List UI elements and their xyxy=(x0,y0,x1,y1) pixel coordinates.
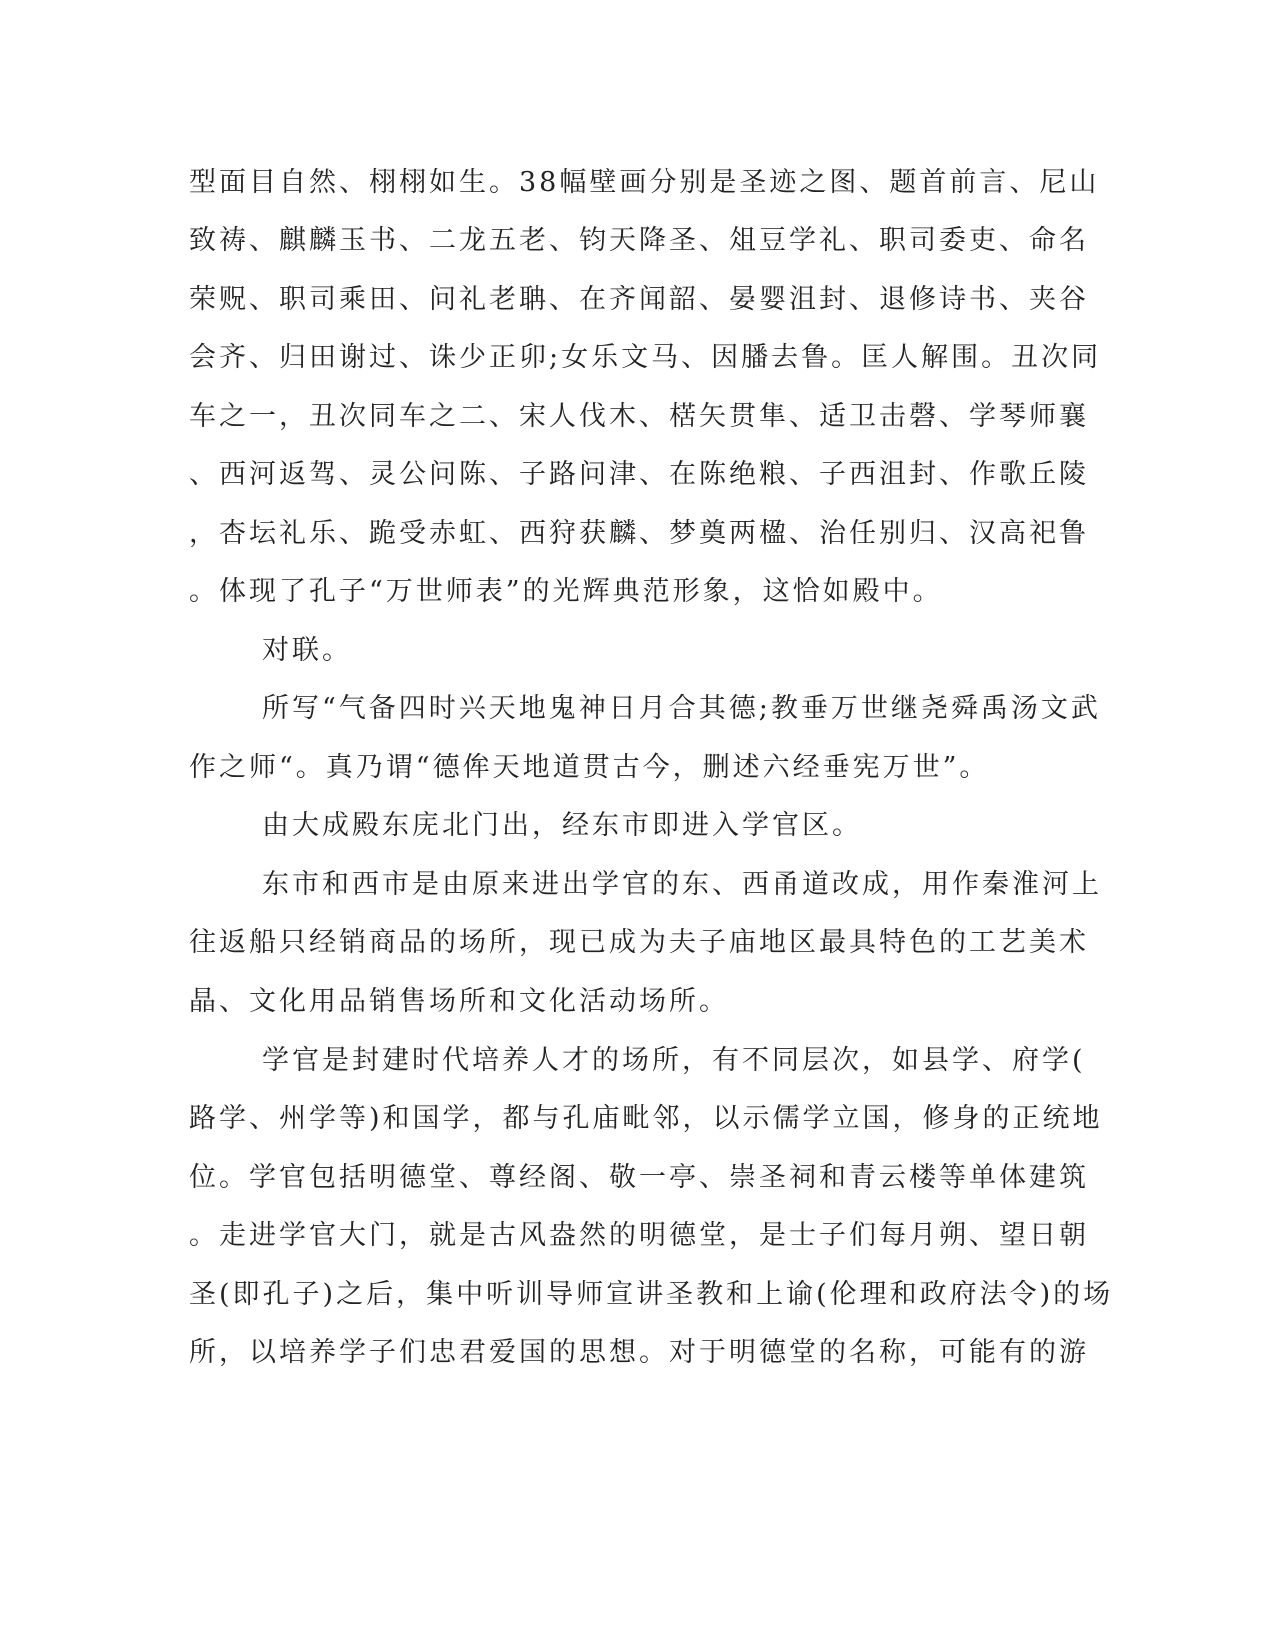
paragraph-start-line: 对联。 xyxy=(262,635,352,666)
text-line: 、西河返驾、灵公问陈、子路问津、在陈绝粮、子西沮封、作歌丘陵 xyxy=(189,459,1089,490)
paragraph-start-line: 所写“气备四时兴天地鬼神日月合其德;教垂万世继尧舜禹汤文武 xyxy=(262,693,1101,724)
text-line: 。走进学官大门，就是古风盎然的明德堂，是士子们每月朔、望日朝 xyxy=(189,1220,1089,1251)
paragraph-start-line: 学官是封建时代培养人才的场所，有不同层次，如县学、府学( xyxy=(262,1045,1086,1076)
text-line: 往返船只经销商品的场所，现已成为夫子庙地区最具特色的工艺美术 xyxy=(189,927,1089,958)
text-line: 。体现了孔子“万世师表”的光辉典范形象，这恰如殿中。 xyxy=(189,576,943,607)
text-line: 作之师“。真乃谓“德侔天地道贯古今，删述六经垂宪万世”。 xyxy=(189,752,990,783)
paragraph-start-line: 东市和西市是由原来进出学官的东、西甬道改成，用作秦淮河上 xyxy=(262,869,1102,900)
text-line: 致祷、麒麟玉书、二龙五老、钧天降圣、俎豆学礼、职司委吏、命名 xyxy=(189,225,1089,256)
text-line: 路学、州学等)和国学，都与孔庙毗邻，以示儒学立国，修身的正统地 xyxy=(189,1103,1103,1134)
text-line: 荣贶、职司乘田、问礼老聃、在齐闻韶、晏婴沮封、退修诗书、夹谷 xyxy=(189,284,1089,315)
paragraph-start-line: 由大成殿东庑北门出，经东市即进入学官区。 xyxy=(262,810,862,841)
text-line: 所，以培养学子们忠君爱国的思想。对于明德堂的名称，可能有的游 xyxy=(189,1337,1089,1368)
text-line: 位。学官包括明德堂、尊经阁、敬一亭、崇圣祠和青云楼等单体建筑 xyxy=(189,1162,1089,1193)
text-line: ，杏坛礼乐、跪受赤虹、西狩获麟、梦奠两楹、治任别归、汉高祀鲁 xyxy=(189,518,1089,549)
text-line: 会齐、归田谢过、诛少正卯;女乐文马、因膰去鲁。匡人解围。丑次同 xyxy=(189,342,1102,373)
text-line: 型面目自然、栩栩如生。38幅壁画分别是圣迹之图、题首前言、尼山 xyxy=(189,167,1100,198)
text-line: 晶、文化用品销售场所和文化活动场所。 xyxy=(189,986,729,1017)
text-line: 圣(即孔子)之后，集中听训导师宣讲圣教和上谕(伦理和政府法令)的场 xyxy=(189,1279,1114,1310)
text-line: 车之一，丑次同车之二、宋人伐木、楛矢贯隼、适卫击磬、学琴师襄 xyxy=(189,401,1089,432)
